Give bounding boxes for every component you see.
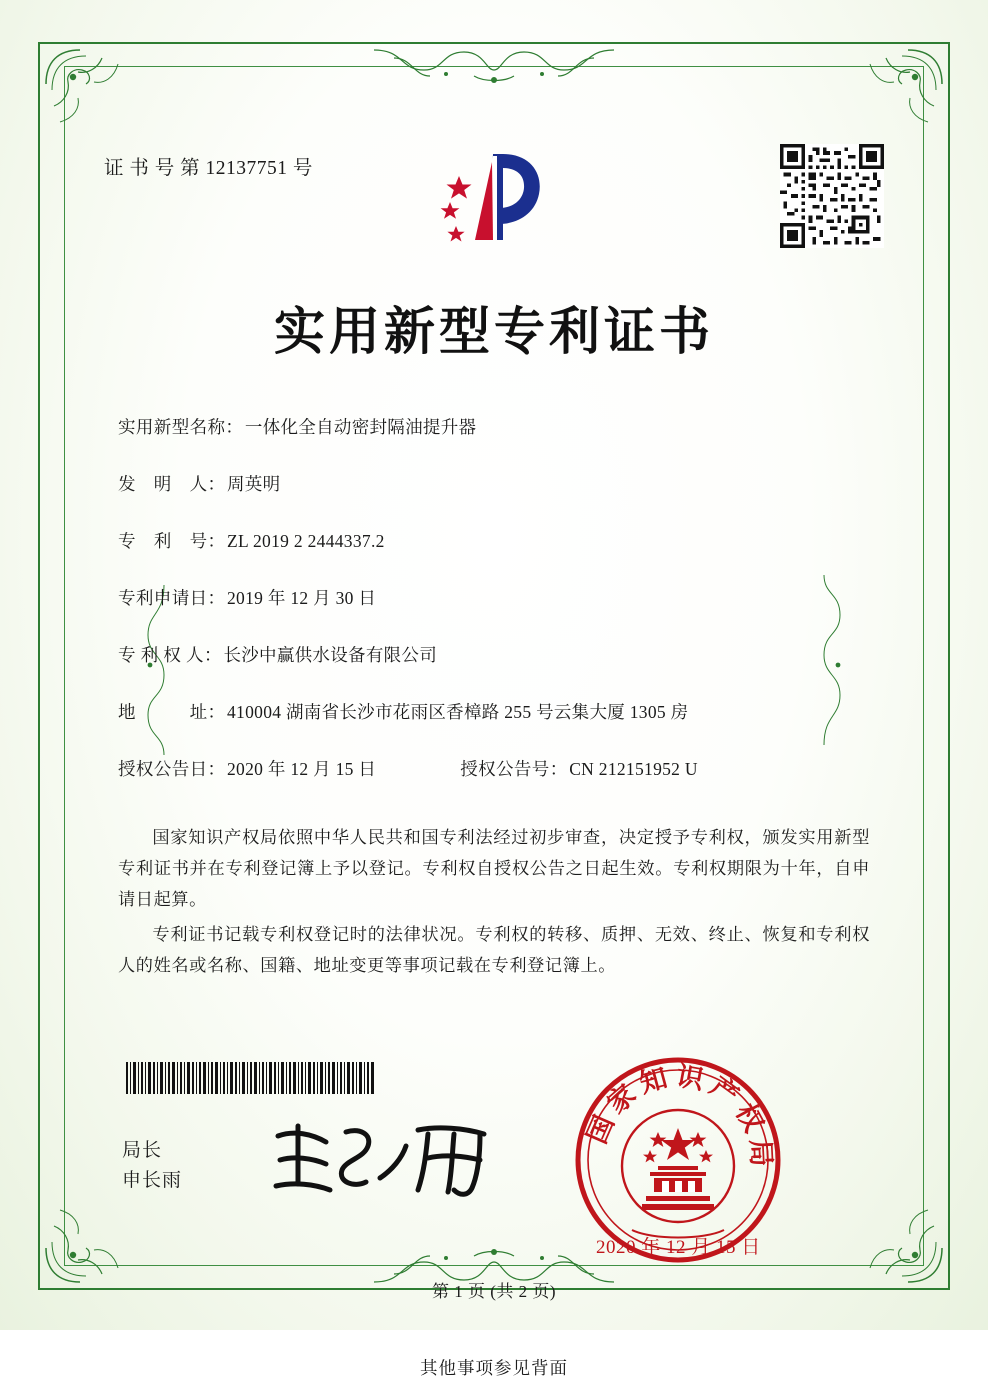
corner-ornament-icon bbox=[40, 1192, 136, 1288]
svg-text:国家知识产权局: 国家知识产权局 bbox=[581, 1060, 777, 1174]
field-value: ZL 2019 2 2444337.2 bbox=[227, 531, 385, 551]
field-colon: ： bbox=[207, 531, 225, 551]
handwritten-signature-icon bbox=[268, 1112, 508, 1204]
field-label: 发 明 人 bbox=[118, 474, 208, 494]
field-row-inventor bbox=[118, 471, 870, 496]
signature-title: 局长 bbox=[122, 1140, 163, 1161]
field-colon: ： bbox=[207, 702, 225, 722]
field-colon: ： bbox=[225, 417, 243, 437]
field-row-utility-model-name bbox=[118, 414, 870, 439]
field-row-grant-announcement bbox=[118, 756, 870, 781]
field-colon: ： bbox=[203, 645, 222, 665]
corner-ornament-icon bbox=[40, 44, 136, 140]
field-label: 专 利 号 bbox=[118, 531, 208, 551]
signature-block bbox=[122, 1136, 182, 1196]
qr-code-icon bbox=[780, 144, 884, 248]
field-colon: ： bbox=[207, 588, 225, 608]
certificate-fields bbox=[118, 414, 870, 813]
signature-name: 申长雨 bbox=[122, 1170, 183, 1191]
page-indicator: 第 1 页 (共 2 页) bbox=[431, 1282, 557, 1301]
corner-ornament-icon bbox=[852, 1192, 948, 1288]
corner-ornament-icon bbox=[852, 44, 948, 140]
field-label-grant-number: 授权公告号 bbox=[460, 759, 550, 779]
field-colon: ： bbox=[549, 759, 568, 779]
top-border-ornament-icon bbox=[334, 44, 654, 102]
field-value: 长沙中赢供水设备有限公司 bbox=[223, 645, 438, 665]
field-label: 专 利 权 人 bbox=[118, 645, 204, 665]
field-colon: ： bbox=[207, 474, 225, 494]
field-label: 地 址 bbox=[118, 702, 208, 722]
field-row-patentee bbox=[118, 642, 870, 667]
field-row-patent-number bbox=[118, 528, 870, 553]
field-value: 410004 湖南省长沙市花雨区香樟路 255 号云集大厦 1305 房 bbox=[227, 702, 689, 722]
paragraph-grant-statement: 国家知识产权局依照中华人民共和国专利法经过初步审查，决定授予专利权，颁发实用新型专利证书并在专利登记簿上予以登记。专利权自授权公告之日起生效。专利权期限为十年，自申请日起算。 bbox=[118, 828, 870, 909]
paragraph-register-statement: 专利证书记载专利权登记时的法律状况。专利权的转移、质押、无效、终止、恢复和专利权人的姓名或名称、国籍、地址变更等事项记载在专利登记簿上。 bbox=[118, 925, 870, 975]
page-title: 实用新型专利证书 bbox=[273, 302, 714, 362]
certificate-number: 证 书 号 第 12137751 号 bbox=[104, 158, 313, 179]
field-colon: ： bbox=[207, 759, 225, 779]
field-row-application-date bbox=[118, 585, 870, 610]
field-value: 周英明 bbox=[227, 474, 281, 494]
field-value-grant-number: CN 212151952 U bbox=[569, 759, 698, 779]
cnipa-emblem-icon bbox=[419, 140, 569, 260]
field-label: 专利申请日 bbox=[118, 588, 208, 608]
seal-date: 2020 年 12 月 15 日 bbox=[596, 1237, 761, 1258]
field-value: 一体化全自动密封隔油提升器 bbox=[244, 417, 477, 437]
legal-text-block bbox=[118, 822, 870, 985]
barcode-icon bbox=[126, 1062, 376, 1094]
back-side-note: 其他事项参见背面 bbox=[420, 1358, 568, 1378]
field-label: 实用新型名称 bbox=[118, 417, 226, 437]
field-row-address bbox=[118, 699, 870, 724]
field-label-grant-date: 授权公告日 bbox=[118, 759, 208, 779]
field-value-grant-date: 2020 年 12 月 15 日 bbox=[227, 759, 377, 779]
field-value: 2019 年 12 月 30 日 bbox=[227, 588, 377, 608]
